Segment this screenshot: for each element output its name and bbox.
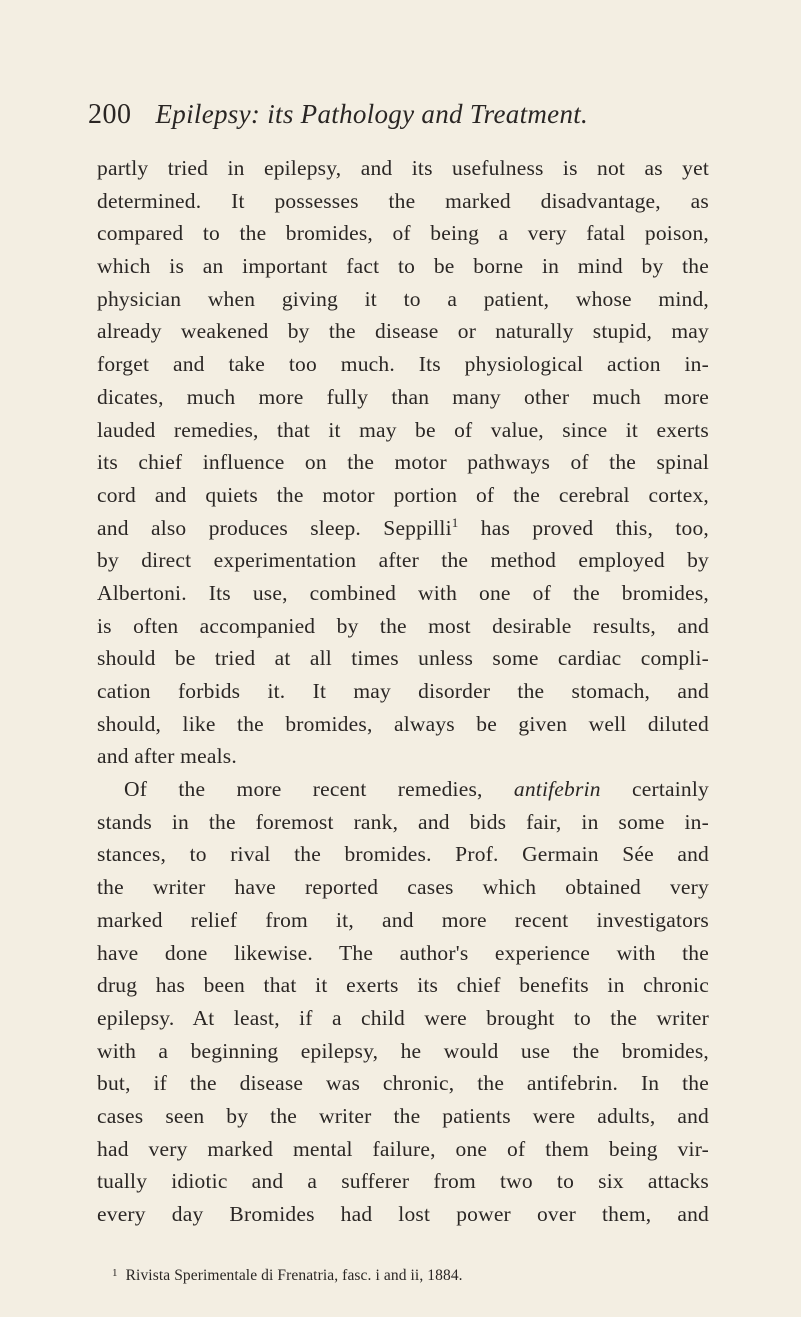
- text-line: tually idiotic and a sufferer from two to six attacks: [97, 1169, 709, 1194]
- text-line: stances, to rival the bromides. Prof. Germain Sée and: [97, 842, 709, 867]
- paragraph-first-line: [97, 773, 709, 806]
- footnote-text: Rivista Sperimentale di Frenatria, fasc. i and ii, 1884.: [125, 1267, 463, 1284]
- text-line: compared to the bromides, of being a very fatal poison,: [97, 221, 709, 246]
- text-line: have done likewise. The author's experience with the: [97, 940, 709, 965]
- text-line: lauded remedies, that it may be of value, since it exerts: [97, 417, 709, 442]
- text-line: Albertoni. Its use, combined with one of the bromides,: [97, 580, 709, 605]
- text-line: dicates, much more fully than many other much more: [97, 384, 709, 409]
- text-line: drug has been that it exerts its chief benefits in chronic: [97, 973, 709, 998]
- text-line: is often accompanied by the most desirable results, and: [97, 613, 709, 638]
- text-line: epilepsy. At least, if a child were brought to the writer: [97, 1005, 709, 1030]
- text-line: the writer have reported cases which obtained very: [97, 875, 709, 900]
- text-line: cases seen by the writer the patients were adults, and: [97, 1103, 709, 1128]
- text-segment: and also produces sleep. Seppilli: [97, 515, 452, 540]
- text-line: with a beginning epilepsy, he would use the bromides,: [97, 1038, 709, 1063]
- footnote-mark: 1: [112, 1267, 118, 1279]
- text-line: cation forbids it. It may disorder the stomach, and: [97, 679, 709, 703]
- body-text: [97, 152, 709, 1231]
- text-line-with-footnote-ref: [97, 512, 709, 545]
- text-line: had very marked mental failure, one of them being vir-: [97, 1136, 709, 1161]
- text-line: and after meals.: [97, 744, 237, 769]
- text-line: forget and take too much. Its physiological action in-: [97, 352, 709, 377]
- text-line: but, if the disease was chronic, the antifebrin. In the: [97, 1071, 709, 1096]
- italic-term: antifebrin: [513, 777, 601, 802]
- page-header: [88, 99, 708, 139]
- text-segment: has proved this, too,: [480, 515, 709, 540]
- text-line: cord and quiets the motor portion of the cerebral cortex,: [97, 482, 709, 507]
- text-line: which is an important fact to be borne in mind by the: [97, 254, 709, 279]
- footnote: [112, 1262, 712, 1287]
- text-line: marked relief from it, and more recent investigators: [97, 907, 709, 932]
- text-segment: Of the more recent remedies,: [124, 777, 483, 802]
- footnote-ref: 1: [451, 514, 459, 530]
- text-line: already weakened by the disease or naturally stupid, may: [97, 319, 709, 344]
- text-line: physician when giving it to a patient, whose mind,: [97, 286, 709, 311]
- page-number: 200: [88, 99, 132, 130]
- text-line: its chief influence on the motor pathways of the spinal: [97, 450, 709, 475]
- text-line: stands in the foremost rank, and bids fair, in some in-: [97, 809, 709, 834]
- text-line: determined. It possesses the marked disadvantage, as: [97, 188, 709, 213]
- running-title: Epilepsy: its Pathology and Treatment.: [155, 99, 589, 129]
- text-line: partly tried in epilepsy, and its usefulness is not as yet: [97, 156, 709, 180]
- text-line: should, like the bromides, always be given well diluted: [97, 711, 709, 736]
- text-line: by direct experimentation after the method employed by: [97, 548, 709, 573]
- text-segment: certainly: [632, 777, 710, 802]
- text-line: every day Bromides had lost power over them, and: [97, 1202, 709, 1226]
- text-line: should be tried at all times unless some cardiac compli-: [97, 646, 709, 671]
